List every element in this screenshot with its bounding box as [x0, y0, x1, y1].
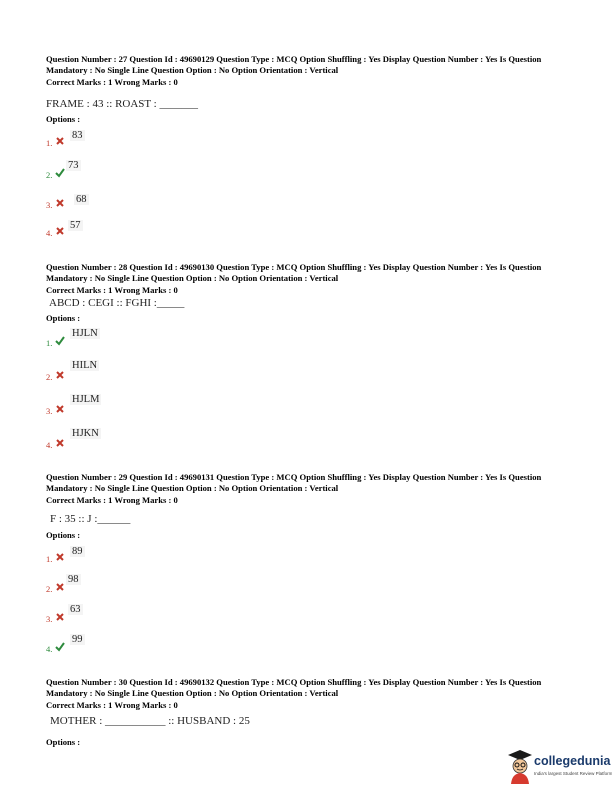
- wrong-cross-icon: [55, 198, 65, 208]
- question-27-meta: Question Number : 27 Question Id : 49690129 Question Type : MCQ Option Shuffling : Yes Display Question Number : Yes Is Question Mandatory : No Single Line Question Option : No Option Orientation : Vertical: [46, 54, 542, 75]
- wrong-cross-icon: [55, 552, 65, 562]
- question-28-text: ABCD : CEGI :: FGHI :_____: [49, 297, 185, 309]
- option-value: HJLN: [72, 328, 98, 339]
- option-value: 83: [72, 130, 83, 141]
- wrong-cross-icon: [55, 404, 65, 414]
- option-value: HILN: [72, 360, 98, 371]
- option-value: 99: [72, 634, 83, 645]
- wrong-cross-icon: [55, 438, 65, 448]
- logo-brand-text: collegedunia: [534, 754, 611, 768]
- option-value: 57: [70, 220, 81, 231]
- wrong-cross-icon: [55, 612, 65, 622]
- option-value: 73: [68, 160, 79, 171]
- question-30-options-label: Options :: [46, 737, 81, 747]
- question-27-text: FRAME : 43 :: ROAST : _______: [46, 98, 198, 110]
- option-number: 2.: [46, 584, 53, 594]
- option-value: HJLM: [72, 394, 100, 405]
- question-28-options-label: Options :: [46, 313, 81, 323]
- question-29-text: F : 35 :: J :______: [50, 513, 131, 525]
- correct-check-icon: [55, 168, 65, 178]
- option-number: 4.: [46, 228, 53, 238]
- option-number: 1.: [46, 138, 53, 148]
- option-number: 1.: [46, 554, 53, 564]
- option-value: 63: [70, 604, 81, 615]
- question-28-meta: Question Number : 28 Question Id : 49690130 Question Type : MCQ Option Shuffling : Yes Display Question Number : Yes Is Question Mandatory : No Single Line Question Option : No Option Orientation : Vertical: [46, 262, 542, 283]
- question-29-marks: Correct Marks : 1 Wrong Marks : 0: [46, 495, 178, 505]
- option-number: 3.: [46, 200, 53, 210]
- option-number: 2.: [46, 170, 53, 180]
- option-value: 98: [68, 574, 79, 585]
- option-value: 68: [76, 194, 87, 205]
- option-value: 89: [72, 546, 83, 557]
- question-27-options-label: Options :: [46, 114, 81, 124]
- question-29-options-label: Options :: [46, 530, 81, 540]
- correct-check-icon: [55, 642, 65, 652]
- option-number: 2.: [46, 372, 53, 382]
- question-30-meta: Question Number : 30 Question Id : 49690132 Question Type : MCQ Option Shuffling : Yes Display Question Number : Yes Is Question Mandatory : No Single Line Question Option : No Option Orientation : Vertical: [46, 677, 542, 698]
- correct-check-icon: [55, 336, 65, 346]
- option-number: 4.: [46, 440, 53, 450]
- wrong-cross-icon: [55, 226, 65, 236]
- logo-tagline: India's largest Student Review Platform: [534, 771, 612, 776]
- option-number: 3.: [46, 406, 53, 416]
- option-number: 1.: [46, 338, 53, 348]
- wrong-cross-icon: [55, 582, 65, 592]
- wrong-cross-icon: [55, 370, 65, 380]
- wrong-cross-icon: [55, 136, 65, 146]
- graduate-mascot-icon: [508, 750, 532, 784]
- question-28-marks: Correct Marks : 1 Wrong Marks : 0: [46, 285, 178, 295]
- option-number: 3.: [46, 614, 53, 624]
- question-30-text: MOTHER : ___________ :: HUSBAND : 25: [50, 715, 250, 727]
- question-27-marks: Correct Marks : 1 Wrong Marks : 0: [46, 77, 178, 87]
- question-29-meta: Question Number : 29 Question Id : 49690131 Question Type : MCQ Option Shuffling : Yes Display Question Number : Yes Is Question Mandatory : No Single Line Question Option : No Option Orientation : Vertical: [46, 472, 542, 493]
- collegedunia-logo[interactable]: [506, 748, 612, 788]
- option-value: HJKN: [72, 428, 99, 439]
- option-number: 4.: [46, 644, 53, 654]
- question-30-marks: Correct Marks : 1 Wrong Marks : 0: [46, 700, 178, 710]
